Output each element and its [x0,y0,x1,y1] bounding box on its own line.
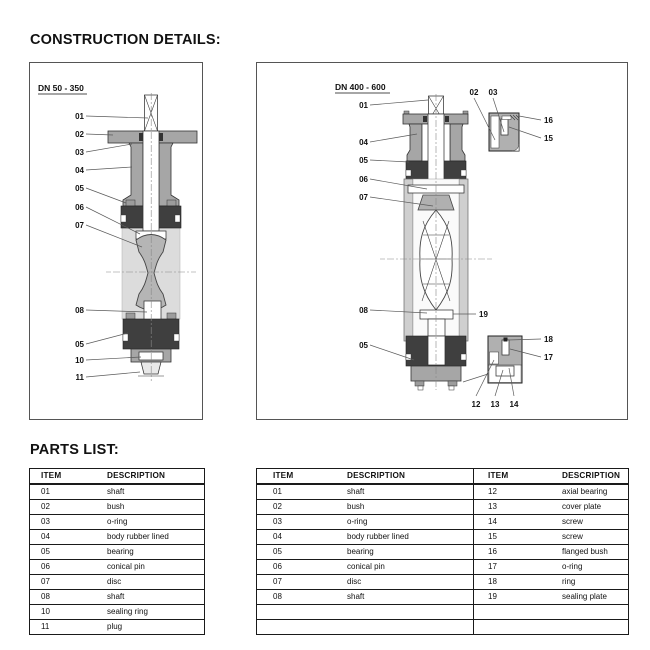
callout-01: 01 [359,101,368,110]
table-row [30,590,204,605]
callout-05: 05 [359,156,368,165]
callout-04: 04 [359,138,368,147]
item-cell: 10 [41,607,50,616]
description-cell: shaft [107,487,125,496]
callout-15: 15 [544,134,553,143]
item-cell: 04 [273,532,282,541]
item-cell: 16 [474,545,553,560]
table-row [30,530,204,545]
description-cell: conical pin [347,562,385,571]
item-cell: 08 [273,592,282,601]
valve-drawing-dn50-350 [30,63,201,418]
table-row [257,560,628,575]
callout-05: 05 [75,184,84,193]
description-cell: conical pin [107,562,145,571]
diagram-box-dn50-350 [29,62,203,420]
item-cell: 17 [474,560,553,575]
description-cell: cover plate [562,502,602,511]
description-cell: plug [107,622,123,631]
table-row [257,515,628,530]
table-row [257,575,628,590]
description-cell: sealing ring [107,607,148,616]
table-row [30,575,204,590]
callout-10: 10 [75,356,84,365]
description-header: DESCRIPTION [335,469,474,484]
description-cell: shaft [107,592,125,601]
callout-08: 08 [75,306,84,315]
callout-19: 19 [479,310,488,319]
item-cell: 05 [41,547,50,556]
table-row [257,530,628,545]
parts-table-dn400-600 [256,468,629,635]
description-cell: bush [347,502,365,511]
callout-02: 02 [75,130,84,139]
description-cell: disc [347,577,362,586]
callout-18: 18 [544,335,553,344]
parts-table-dn50-350 [29,468,205,635]
item-cell: 08 [41,592,50,601]
description-cell: shaft [347,592,365,601]
callout-06: 06 [359,175,368,184]
item-header: ITEM [257,469,335,484]
item-cell: 12 [474,484,553,500]
callout-04: 04 [75,166,84,175]
table-row [257,545,628,560]
item-cell: 07 [41,577,50,586]
item-cell: 18 [474,575,553,590]
item-cell: 01 [41,487,50,496]
item-cell: 13 [474,500,553,515]
parts-list-title: PARTS LIST: [30,442,119,458]
valve-cross-section [106,93,197,381]
description-cell: sealing plate [562,592,607,601]
table-row [30,515,204,530]
callout-11: 11 [75,373,84,382]
item-cell: 04 [41,532,50,541]
callout-03: 03 [488,88,498,97]
table-row-empty [257,605,628,620]
description-cell: body rubber lined [107,532,169,541]
description-cell: o-ring [562,562,583,571]
callout-06: 06 [75,203,84,212]
callout-03: 03 [75,148,84,157]
table-row [257,500,628,515]
callout-08: 08 [359,306,368,315]
item-cell: 03 [273,517,282,526]
table-row [30,545,204,560]
range-label: DN 400 - 600 [335,82,386,92]
item-cell: 03 [41,517,50,526]
description-cell: screw [562,517,583,526]
item-cell: 02 [273,502,282,511]
page-title: CONSTRUCTION DETAILS: [30,32,221,48]
description-cell: disc [107,577,122,586]
bush-o-ring-mark-right [159,133,163,141]
item-cell: 14 [474,515,553,530]
item-cell: 01 [273,487,282,496]
table-header-row [257,469,628,484]
callout-02: 02 [469,88,479,97]
description-cell: bush [107,502,125,511]
callout-05b: 05 [359,341,368,350]
table-row-empty [257,620,628,635]
callout-07: 07 [359,193,368,202]
description-header: DESCRIPTION [96,469,204,484]
description-cell: body rubber lined [347,532,409,541]
item-header: ITEM [474,469,553,484]
description-cell: bearing [107,547,134,556]
valve-drawing-dn400-600 [257,63,626,418]
item-cell: 02 [41,502,50,511]
bush-o-ring-mark-left [139,133,143,141]
valve-cross-section [380,94,492,390]
table-row [257,590,628,605]
diagram-box-dn400-600 [256,62,628,420]
table-row [30,484,204,500]
item-cell: 06 [273,562,282,571]
description-cell: ring [562,577,576,586]
detail-view-bottom [488,336,522,383]
description-cell: o-ring [107,517,128,526]
callout-13: 13 [490,400,500,409]
description-cell: flanged bush [562,547,608,556]
description-cell: screw [562,532,583,541]
item-cell: 19 [474,590,553,605]
description-header: DESCRIPTION [552,469,628,484]
table-row [30,500,204,515]
table-header-row [30,469,204,484]
callout-17: 17 [544,353,553,362]
item-cell: 06 [41,562,50,571]
range-label: DN 50 - 350 [38,83,84,93]
description-cell: o-ring [347,517,368,526]
description-cell: axial bearing [562,487,608,496]
item-cell: 05 [273,547,282,556]
callout-12: 12 [471,400,481,409]
item-cell: 15 [474,530,553,545]
callout-16: 16 [544,116,553,125]
callout-05b: 05 [75,340,84,349]
item-cell: 07 [273,577,282,586]
item-cell: 11 [41,622,50,631]
description-cell: shaft [347,487,365,496]
callout-07: 07 [75,221,84,230]
table-row [30,605,204,620]
callout-14: 14 [509,400,519,409]
description-cell: bearing [347,547,374,556]
callout-labels [75,112,84,382]
item-header: ITEM [30,469,96,484]
table-row [30,560,204,575]
callout-01: 01 [75,112,84,121]
table-row [30,620,204,635]
table-row [257,484,628,500]
